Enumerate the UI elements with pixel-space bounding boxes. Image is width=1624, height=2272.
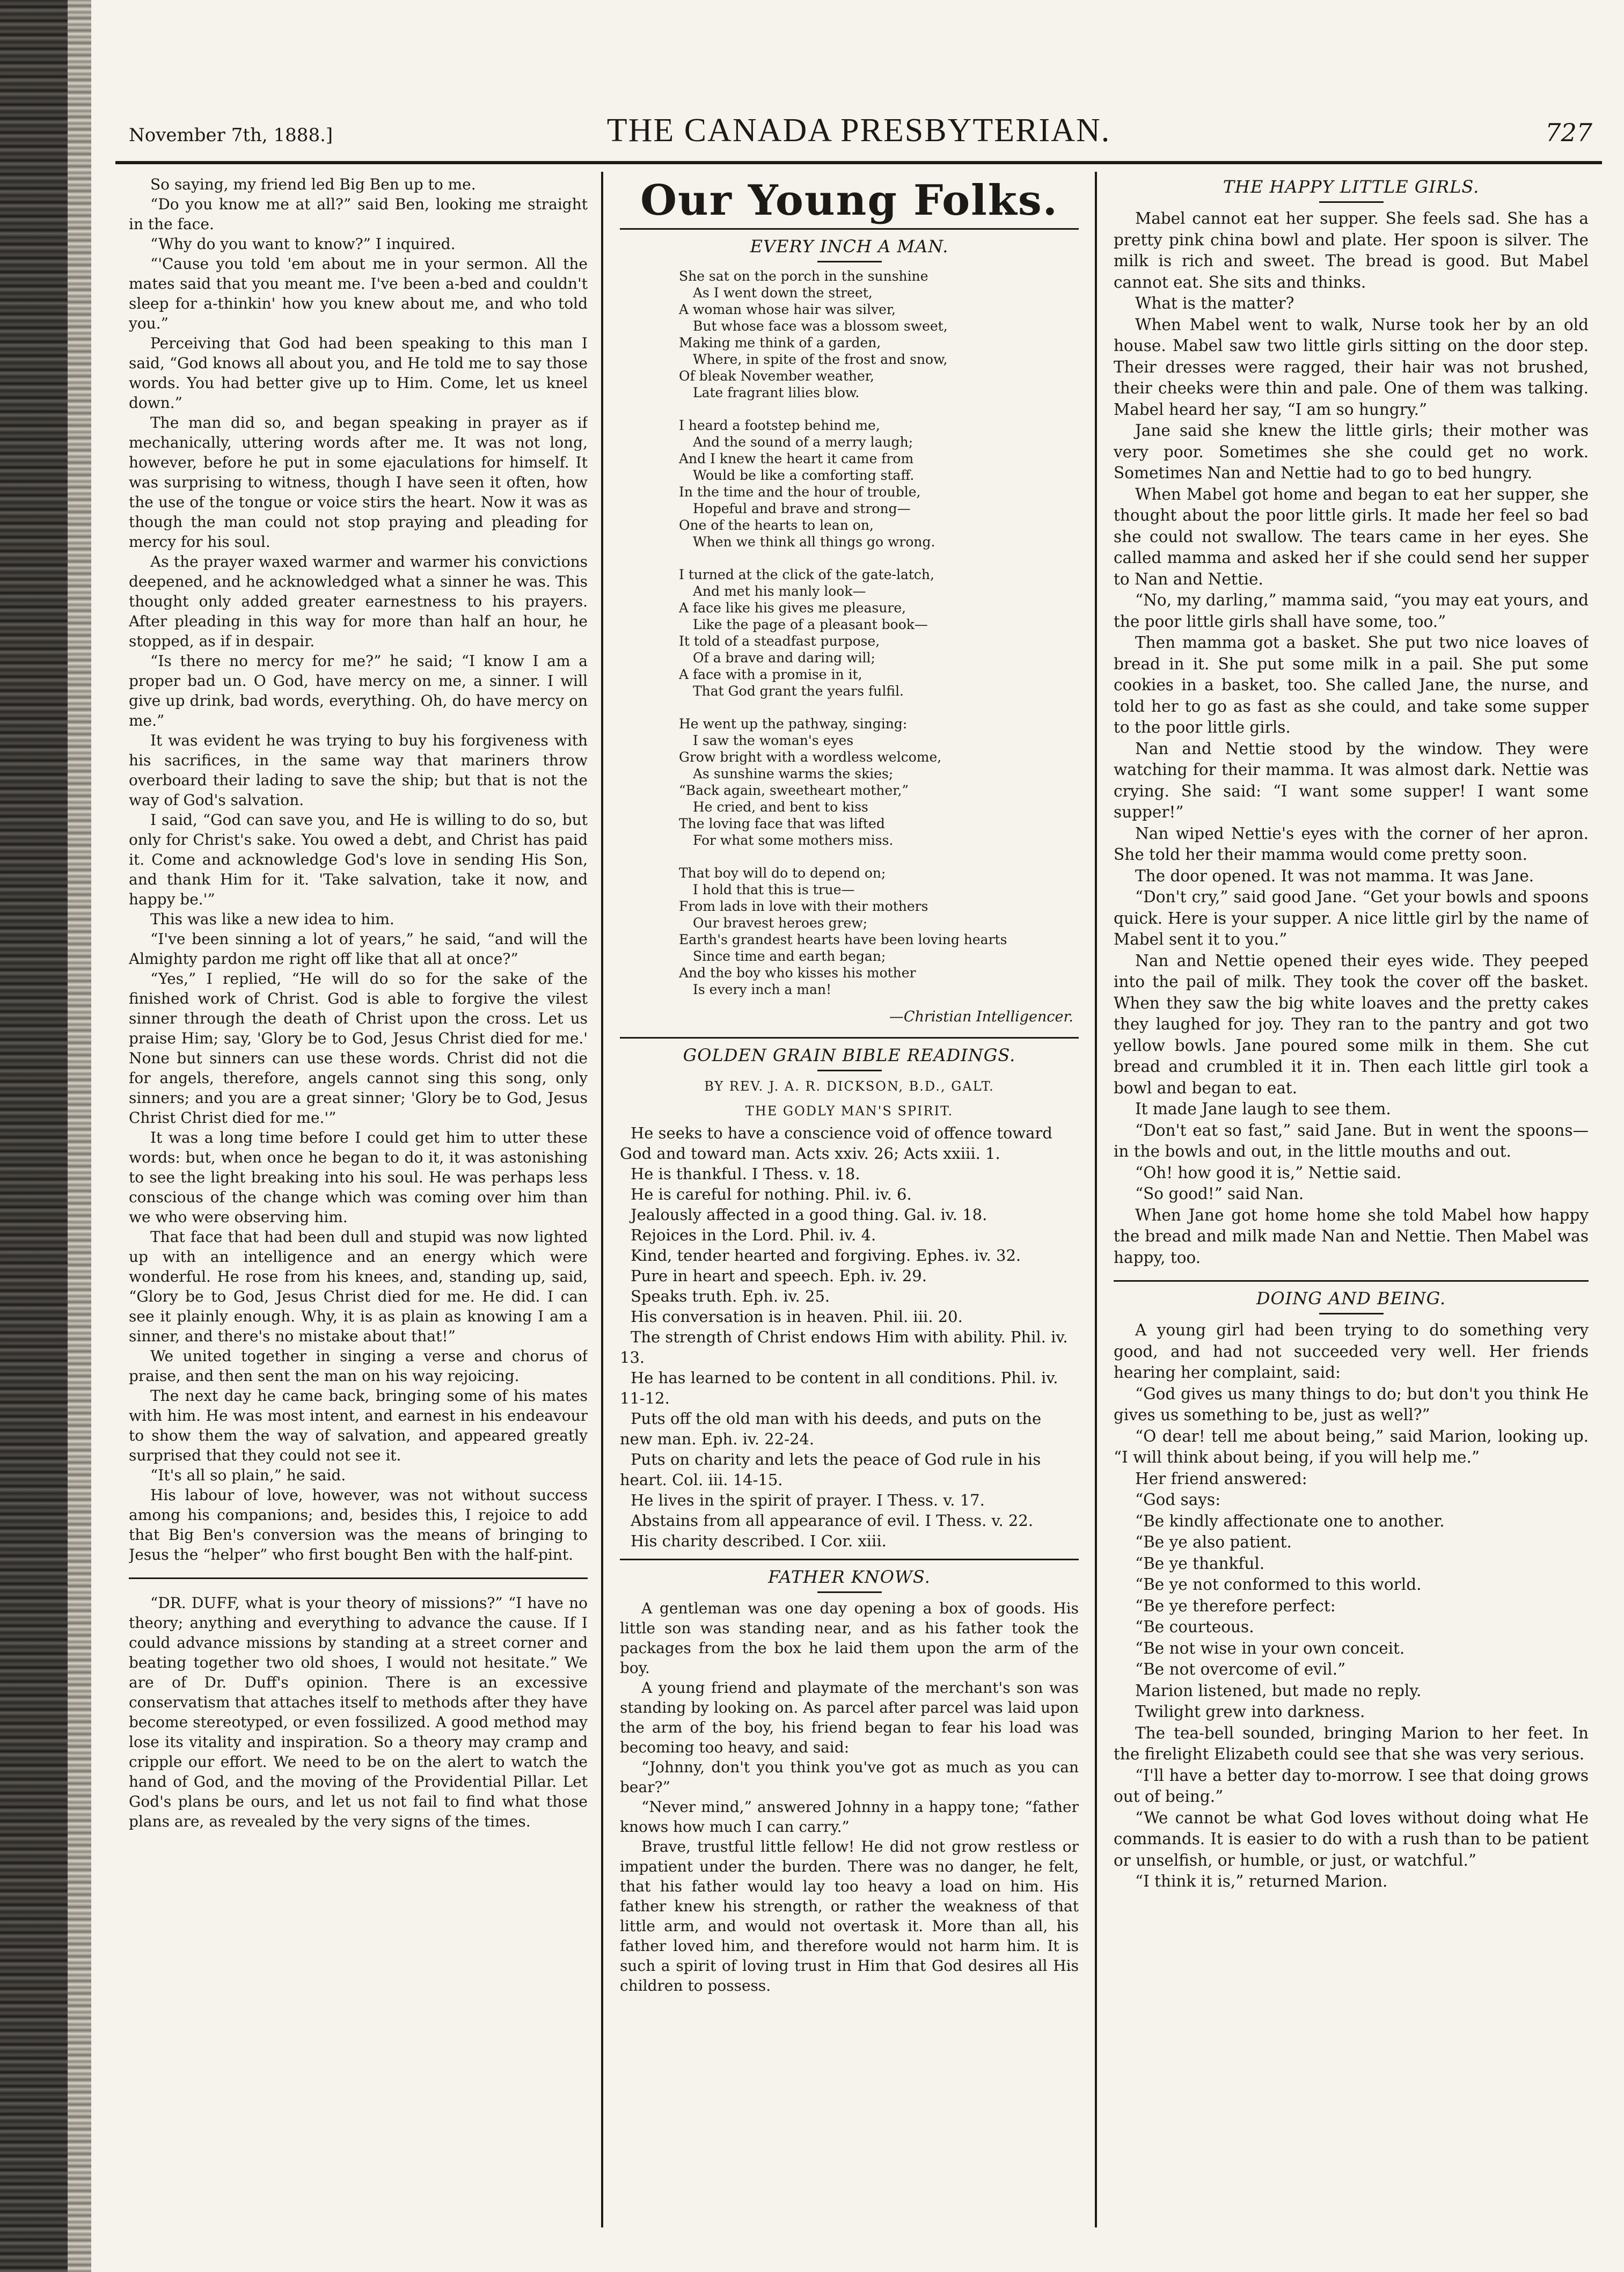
- poem-line: And met his manly look—: [693, 583, 866, 599]
- title-rule: [817, 1591, 882, 1593]
- paragraph: We united together in singing a verse and chorus of praise, and then sent the man on his way rejoicing.: [129, 1347, 588, 1385]
- newspaper-title: THE CANADA PRESBYTERIAN.: [606, 112, 1111, 149]
- section-divider: [1114, 1280, 1589, 1282]
- paragraph: Nan wiped Nettie's eyes with the corner of her apron. She told her their mamma would come pretty soon.: [1114, 824, 1589, 864]
- paragraph: “Be ye thankful.: [1135, 1554, 1265, 1573]
- paragraph: “Be ye therefore perfect:: [1135, 1596, 1336, 1615]
- reading-item: Rejoices in the Lord. Phil. iv. 4.: [631, 1226, 876, 1244]
- paragraph: “Be courteous.: [1135, 1618, 1254, 1636]
- paragraph: Mabel cannot eat her supper. She feels sad. She has a pretty pink china bowl and plate. Her spoon is silver. The milk is rich and sweet. The bread is good. But Mabel cannot eat. She sits and thinks.: [1114, 209, 1589, 291]
- poem-line: When we think all things go wrong.: [693, 534, 935, 550]
- paragraph: So saying, my friend led Big Ben up to me.: [150, 176, 476, 193]
- paragraph: “Be ye also patient.: [1135, 1533, 1292, 1551]
- poem-line: Earth's grandest hearts have been loving hearts: [679, 932, 1007, 947]
- paragraph: “I'll have a better day to-morrow. I see that doing grows out of being.”: [1114, 1766, 1589, 1806]
- paragraph: “No, my darling,” mamma said, “you may eat yours, and the poor little girls shall have some, too.”: [1114, 591, 1589, 631]
- column-rule: [601, 172, 603, 2227]
- reading-item: Kind, tender hearted and forgiving. Ephes. iv. 32.: [631, 1246, 1021, 1265]
- poem: [679, 268, 1079, 998]
- reading-item: His conversation is in heaven. Phil. iii. 20.: [631, 1307, 963, 1326]
- paragraph: When Mabel got home and began to eat her supper, she thought about the poor little girls. It made her feel so bad she could not swallow. The tears came in her eyes. She called mamma and asked her if she could send her supper to Nan and Nettie.: [1114, 485, 1589, 588]
- poem-line: Our bravest heroes grew;: [693, 915, 868, 931]
- page-number: 727: [1545, 118, 1592, 147]
- father-knows-title: FATHER KNOWS.: [768, 1567, 931, 1587]
- poem-line: Where, in spite of the frost and snow,: [693, 352, 948, 367]
- title-rule: [817, 261, 882, 262]
- paragraph: Jane said she knew the little girls; their mother was very poor. Sometimes she she could get no work. Sometimes Nan and Nettie had to go to bed hungry.: [1114, 421, 1589, 482]
- poem-line: He went up the pathway, singing:: [679, 716, 908, 732]
- paragraph: “God gives us many things to do; but don't you think He gives us something to be, just as well?”: [1114, 1384, 1589, 1424]
- paragraph: A young girl had been trying to do something very good, and had not succeeded very well. Her friends hearing her complaint, said:: [1114, 1321, 1589, 1382]
- poem-line: As I went down the street,: [693, 285, 873, 301]
- poem-line: Grow bright with a wordless welcome,: [679, 749, 942, 765]
- poem-line: In the time and the hour of trouble,: [679, 484, 921, 500]
- section-divider: [620, 228, 1079, 230]
- poem-line: I hold that this is true—: [693, 882, 855, 897]
- reading-item: He seeks to have a conscience void of offence toward God and toward man. Acts xxiv. 26; Acts xxiii. 1.: [620, 1124, 1052, 1163]
- reading-item: He is careful for nothing. Phil. iv. 6.: [631, 1185, 912, 1203]
- reading-item: Abstains from all appearance of evil. I Thess. v. 22.: [631, 1511, 1034, 1530]
- column-rule: [1095, 172, 1097, 2227]
- paragraph: I said, “God can save you, and He is willing to do so, but only for Christ's sake. You owed a debt, and Christ has paid it. Come and acknowledge God's love in sending His Son, and thank Him for it. 'Take salvation, take it now, and happy be.'”: [129, 811, 588, 908]
- reading-item: Jealously affected in a good thing. Gal. iv. 18.: [631, 1206, 987, 1224]
- paragraph: When Mabel went to walk, Nurse took her by an old house. Mabel saw two little girls sitting on the door step. Their dresses were ragged, their hair was not brushed, their cheeks were thin and pale. One of them was talking. Mabel heard her say, “I am so hungry.”: [1114, 315, 1589, 419]
- paragraph: As the prayer waxed warmer and warmer his convictions deepened, and he acknowledged what a sinner he was. This thought only added greater earnestness to his prayers. After pleading in this way for more than half an hour, he stopped, as if in despair.: [129, 553, 588, 650]
- paragraph: The man did so, and began speaking in prayer as if mechanically, uttering words after me. It was not long, however, before he put in some ejaculations for himself. It was surprising to witness, though I have seen it often, how the use of the tongue or voice stirs the heart. Now it was as though the man could not stop praying and pleading for mercy for his soul.: [129, 414, 588, 551]
- poem-line: And I knew the heart it came from: [679, 451, 914, 466]
- poem-stanza: [679, 566, 1079, 699]
- poem-line: Late fragrant lilies blow.: [693, 385, 860, 400]
- poem-line: It told of a steadfast purpose,: [679, 633, 880, 649]
- section-divider: [129, 1577, 588, 1579]
- readings-byline: BY REV. J. A. R. DICKSON, B.D., GALT.: [704, 1079, 994, 1094]
- paragraph: “It's all so plain,” he said.: [150, 1466, 346, 1484]
- poem-line: The loving face that was lifted: [679, 816, 885, 831]
- paragraph: “I've been sinning a lot of years,” he said, “and will the Almighty pardon me right off like that all at once?”: [129, 930, 588, 968]
- poem-line: Would be like a comforting staff.: [693, 467, 915, 483]
- title-rule: [1319, 201, 1384, 203]
- poem-line: Like the page of a pleasant book—: [693, 617, 928, 632]
- paragraph: A young friend and playmate of the merchant's son was standing by looking on. As parcel after parcel was laid upon the arm of the boy, his friend began to fear his load was becoming too heavy, and said:: [620, 1679, 1079, 1756]
- paragraph: His labour of love, however, was not without success among his companions; and, besides this, I rejoice to add that Big Ben's conversion was the means of bringing to Jesus the “helper” who first bought Ben with the half-pint.: [129, 1486, 588, 1564]
- poem-stanza: [679, 715, 1079, 849]
- paragraph: “Yes,” I replied, “He will do so for the sake of the finished work of Christ. God is able to forgive the vilest sinner through the death of Christ upon the cross. Let us praise Him; say, 'Glory be to God, Jesus Christ died for me.' None but sinners can use these words. Christ did not die for angels, therefore, angels cannot sing this song, only sinners; and you are a great sinner; 'Glory be to God, Jesus Christ Christ died for me.'”: [129, 970, 588, 1127]
- poem-line: I heard a footstep behind me,: [679, 418, 880, 433]
- binding-edge: [0, 0, 91, 2272]
- paragraph: It was evident he was trying to buy his forgiveness with his sacrifices, in the same way that mariners throw overboard their lading to save the ship; but that is not the way of God's salvation.: [129, 732, 588, 809]
- poem-stanza: [679, 268, 1079, 401]
- column-left: [129, 174, 588, 2225]
- newspaper-page: [115, 102, 1602, 2238]
- poem-line: And the boy who kisses his mother: [679, 965, 916, 981]
- paragraph: The next day he came back, bringing some of his mates with him. He was most intent, and earnest in his endeavour to show them the way of salvation, and appeared greatly surprised that they could not see it.: [129, 1387, 588, 1464]
- poem-line: But whose face was a blossom sweet,: [693, 318, 948, 334]
- section-divider: [620, 1559, 1079, 1560]
- paragraph: “Why do you want to know?” I inquired.: [150, 235, 456, 253]
- paragraph: Nan and Nettie opened their eyes wide. They peeped into the pail of milk. They took the cover off the basket. When they saw the big white loaves and the pretty cakes they laughed for joy. They ran to the pantry and got two yellow bowls. Jane poured some milk in them. She cut bread and crumbled it it in. Then each little girl took a bowl and began to eat.: [1114, 951, 1589, 1097]
- title-rule: [1319, 1313, 1384, 1314]
- section-title: Our Young Folks.: [640, 176, 1058, 225]
- paragraph: “Is there no mercy for me?” he said; “I know I am a proper bad un. O God, have mercy on me, a sinner. I will give up drink, bad words, everything. Oh, do have mercy on me.”: [129, 652, 588, 729]
- poem-line: A face like his gives me pleasure,: [679, 600, 906, 616]
- paragraph: “So good!” said Nan.: [1135, 1185, 1304, 1203]
- paragraph: “Be not wise in your own conceit.: [1135, 1639, 1405, 1657]
- poem-line: And the sound of a merry laugh;: [693, 434, 913, 450]
- poem-line: That boy will do to depend on;: [679, 865, 886, 881]
- poem-line: That God grant the years fulfil.: [693, 683, 904, 699]
- poem-line: Of bleak November weather,: [679, 368, 874, 384]
- poem-line: Making me think of a garden,: [679, 335, 881, 350]
- paragraph: “Johnny, don't you think you've got as much as you can bear?”: [620, 1758, 1079, 1796]
- masthead: [115, 102, 1602, 164]
- paragraph: “Be kindly affectionate one to another.: [1135, 1511, 1445, 1530]
- poem-credit: —Christian Intelligencer.: [889, 1009, 1073, 1025]
- poem-stanza: [679, 417, 1079, 550]
- column-middle: [620, 174, 1079, 2225]
- paragraph: The door opened. It was not mamma. It was Jane.: [1135, 866, 1534, 885]
- reading-item: Puts off the old man with his deeds, and puts on the new man. Eph. iv. 22-24.: [620, 1409, 1042, 1448]
- paragraph: “Don't eat so fast,” said Jane. But in went the spoons—in the bowls and out, in the little mouths and out.: [1114, 1121, 1589, 1160]
- poem-line: I saw the woman's eyes: [693, 733, 854, 748]
- poem-line: For what some mothers miss.: [693, 832, 894, 848]
- paragraph: “Be ye not conformed to this world.: [1135, 1575, 1422, 1594]
- paragraph: It was a long time before I could get him to utter these words: but, when once he began to do it, it was astonishing to see the light breaking into his soul. He was perhaps less conscious of the change which was coming over him than we who were observing him.: [129, 1129, 588, 1226]
- poem-line: Since time and earth began;: [693, 948, 886, 964]
- paragraph: Marion listened, but made no reply.: [1135, 1681, 1422, 1700]
- reading-item: He lives in the spirit of prayer. I Thess. v. 17.: [631, 1491, 985, 1509]
- reading-item: Speaks truth. Eph. iv. 25.: [631, 1287, 830, 1305]
- poem-line: Of a brave and daring will;: [693, 650, 875, 666]
- dr-duff-paragraph: “DR. DUFF, what is your theory of missions?” “I have no theory; anything and everything to advance the cause. If I could advance missions by standing at a street corner and beating together two old shoes, I would not hesitate.” We are of Dr. Duff's opinion. There is an excessive conservatism that attaches itself to methods after they have become stereotyped, or even fossilized. A good method may lose its vitality and inspiration. So a theory may cramp and cripple our effort. We need to be on the alert to watch the hand of God, and the moving of the Providential Pillar. Let God's plans be ours, and let us not fail to find what those plans are, as revealed by the very signs of the times.: [129, 1594, 588, 1830]
- reading-item: He has learned to be content in all conditions. Phil. iv. 11-12.: [620, 1369, 1058, 1407]
- title-rule: [817, 1070, 882, 1071]
- paragraph: “Oh! how good it is,” Nettie said.: [1135, 1163, 1402, 1182]
- poem-line: A woman whose hair was silver,: [679, 302, 896, 317]
- section-divider: [620, 1037, 1079, 1039]
- poem-line: As sunshine warms the skies;: [693, 766, 894, 781]
- poem-line: From lads in love with their mothers: [679, 898, 928, 914]
- paragraph: “God says:: [1135, 1491, 1221, 1509]
- poem-line: She sat on the porch in the sunshine: [679, 268, 928, 284]
- doing-being-title: DOING AND BEING.: [1256, 1288, 1446, 1309]
- paragraph: Perceiving that God had been speaking to this man I said, “God knows all about you, and He told me to say those words. You had better give up to Him. Come, let us kneel down.”: [129, 334, 588, 412]
- issue-date: November 7th, 1888.]: [129, 125, 333, 146]
- readings-title: GOLDEN GRAIN BIBLE READINGS.: [683, 1045, 1016, 1065]
- paragraph: “Don't cry,” said good Jane. “Get your bowls and spoons quick. Here is your supper. A nice little girl by the name of Mabel sent it to you.”: [1114, 888, 1589, 948]
- paragraph: What is the matter?: [1135, 294, 1294, 312]
- bible-readings-list: [620, 1123, 1079, 1551]
- reading-item: He is thankful. I Thess. v. 18.: [631, 1165, 860, 1183]
- readings-subtitle: THE GODLY MAN'S SPIRIT.: [745, 1104, 954, 1119]
- poem-line: “Back again, sweetheart mother,”: [679, 783, 909, 798]
- big-ben-story: [129, 174, 588, 1565]
- paragraph: “Do you know me at all?” said Ben, looking me straight in the face.: [129, 195, 588, 233]
- poem-line: Hopeful and brave and strong—: [693, 501, 911, 516]
- poem-title: EVERY INCH A MAN.: [750, 236, 949, 257]
- paragraph: “We cannot be what God loves without doing what He commands. It is easier to do with a rush than to be patient or unselfish, or humble, or just, or watchful.”: [1114, 1808, 1589, 1869]
- reading-item: His charity described. I Cor. xiii.: [631, 1532, 887, 1550]
- paragraph: “Be not overcome of evil.”: [1135, 1660, 1346, 1678]
- poem-line: I turned at the click of the gate-latch,: [679, 567, 934, 582]
- paragraph: This was like a new idea to him.: [150, 910, 394, 928]
- poem-line: Is every inch a man!: [693, 982, 832, 997]
- paragraph: “O dear! tell me about being,” said Marion, looking up. “I will think about being, if you will help me.”: [1114, 1427, 1589, 1466]
- poem-stanza: [679, 865, 1079, 998]
- paragraph: That face that had been dull and stupid was now lighted up with an intelligence and an energy which were wonderful. He rose from his knees, and, standing up, said, “Glory be to God, Jesus Christ died for me. He did. I can see it plainly enough. Why, it is as plain as knowing I am a sinner, and there's no mistake about that!”: [129, 1228, 588, 1345]
- poem-line: A face with a promise in it,: [679, 667, 862, 682]
- paragraph: Her friend answered:: [1135, 1469, 1307, 1488]
- paragraph: “'Cause you told 'em about me in your sermon. All the mates said that you meant me. I've been a-bed and couldn't sleep for a-thinkin' how you knew about me, and who told you.”: [129, 255, 588, 332]
- paragraph: Nan and Nettie stood by the window. They were watching for their mamma. It was almost dark. Nettie was crying. She said: “I want some supper! I want some supper!”: [1114, 739, 1589, 821]
- paragraph: Twilight grew into darkness.: [1135, 1703, 1365, 1721]
- paragraph: Then mamma got a basket. She put two nice loaves of bread in it. She put some milk in a pail. She put some cookies in a basket, too. She called Jane, the nurse, and told her to go as fast as she could, and take some supper to the poor little girls.: [1114, 633, 1589, 736]
- paragraph: The tea-bell sounded, bringing Marion to her feet. In the firelight Elizabeth could see that she was very serious.: [1114, 1723, 1589, 1763]
- reading-item: Pure in heart and speech. Eph. iv. 29.: [631, 1267, 927, 1285]
- paragraph: When Jane got home home she told Mabel how happy the bread and milk made Nan and Nettie. Then Mabel was happy, too.: [1114, 1206, 1589, 1267]
- poem-line: One of the hearts to lean on,: [679, 517, 874, 533]
- paragraph: “I think it is,” returned Marion.: [1135, 1872, 1388, 1890]
- paragraph: Brave, trustful little fellow! He did not grow restless or impatient under the burden. There was no danger, he felt, that his father would lay too heavy a load on him. His father knew his strength, or rather the weakness of that little arm, and would not overtask it. More than all, his father loved him, and therefore would not harm him. It is such a spirit of loving trust in Him that God desires all His children to possess.: [620, 1838, 1079, 1995]
- paragraph: It made Jane laugh to see them.: [1135, 1100, 1391, 1118]
- happy-girls-title: THE HAPPY LITTLE GIRLS.: [1223, 177, 1480, 197]
- reading-item: The strength of Christ endows Him with ability. Phil. iv. 13.: [620, 1328, 1068, 1367]
- paragraph: A gentleman was one day opening a box of goods. His little son was standing near, and as his father took the packages from the box he laid them upon the arm of the boy.: [620, 1599, 1079, 1677]
- poem-line: He cried, and bent to kiss: [693, 799, 868, 815]
- reading-item: Puts on charity and lets the peace of God rule in his heart. Col. iii. 14-15.: [620, 1450, 1041, 1489]
- paragraph: “Never mind,” answered Johnny in a happy tone; “father knows how much I can carry.”: [620, 1798, 1079, 1836]
- column-right: [1114, 174, 1589, 2225]
